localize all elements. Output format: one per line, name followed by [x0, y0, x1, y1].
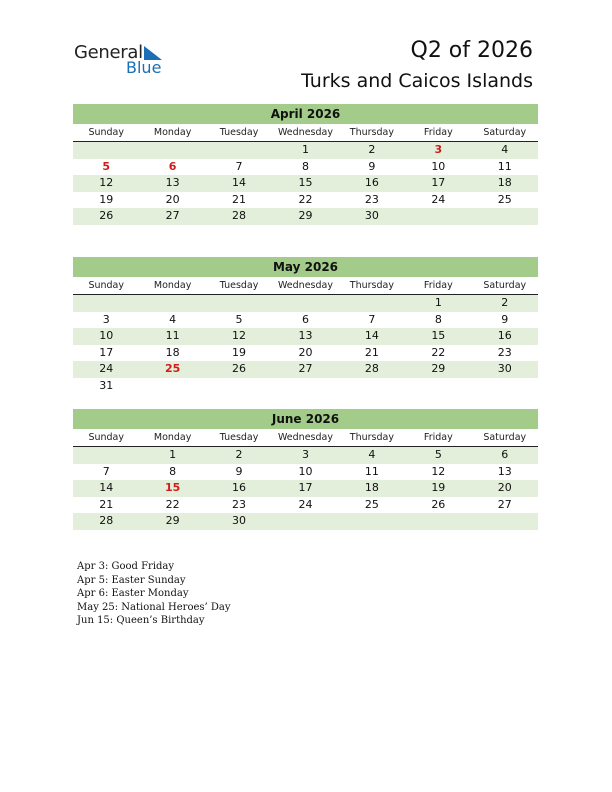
weekday-label: Tuesday — [219, 432, 259, 443]
day-cell: 13 — [298, 329, 313, 343]
day-cell: 16 — [364, 176, 379, 190]
day-cell: 11 — [364, 464, 379, 478]
day-cell: 9 — [501, 312, 509, 326]
day-cell — [73, 295, 139, 312]
logo-general-text: General — [74, 42, 143, 63]
day-cell: 3 — [434, 143, 443, 156]
weekday-label: Thursday — [349, 432, 394, 443]
logo-blue-text: Blue — [126, 58, 162, 77]
week-row — [73, 192, 538, 209]
day-cell: 8 — [301, 159, 309, 173]
month-april — [73, 104, 538, 225]
weekday-label: Thursday — [349, 127, 394, 138]
weekday-row — [73, 124, 538, 142]
day-cell — [405, 513, 471, 530]
logo — [74, 42, 174, 82]
day-cell: 7 — [102, 464, 110, 478]
day-cell: 2 — [235, 448, 243, 461]
holiday-item: Apr 3: Good Friday — [77, 561, 175, 572]
week-row — [73, 464, 538, 481]
day-cell: 25 — [164, 362, 181, 376]
week-row — [73, 312, 538, 329]
week-row — [73, 361, 538, 378]
day-cell — [472, 513, 538, 530]
day-cell: 11 — [497, 159, 512, 173]
month-weeks — [73, 142, 538, 225]
day-cell: 19 — [431, 481, 446, 495]
day-cell: 12 — [99, 176, 114, 190]
day-cell: 22 — [431, 345, 446, 359]
day-cell: 6 — [301, 312, 309, 326]
week-row — [73, 447, 538, 464]
day-cell: 26 — [431, 497, 446, 511]
day-cell: 25 — [364, 497, 379, 511]
holiday-list — [77, 560, 231, 628]
day-cell: 29 — [298, 209, 313, 223]
day-cell: 21 — [232, 192, 247, 206]
day-cell: 4 — [169, 312, 177, 326]
day-cell: 15 — [164, 481, 181, 495]
week-row — [73, 295, 538, 312]
day-cell: 28 — [364, 362, 379, 376]
day-cell: 20 — [165, 192, 180, 206]
day-cell: 20 — [298, 345, 313, 359]
day-cell: 30 — [232, 514, 247, 528]
day-cell: 3 — [301, 448, 309, 461]
month-header: April 2026 — [73, 104, 538, 124]
day-cell: 27 — [298, 362, 313, 376]
day-cell: 8 — [434, 312, 442, 326]
day-cell: 21 — [364, 345, 379, 359]
weekday-label: Wednesday — [277, 280, 333, 291]
day-cell: 25 — [497, 192, 512, 206]
day-cell — [272, 378, 338, 395]
day-cell — [472, 378, 538, 395]
holiday-item: Apr 5: Easter Sunday — [77, 574, 186, 586]
day-cell: 24 — [298, 497, 313, 511]
weekday-label: Sunday — [88, 432, 124, 443]
weekday-label: Thursday — [349, 280, 394, 291]
day-cell: 17 — [99, 345, 114, 359]
page-subtitle: Turks and Caicos Islands — [301, 70, 533, 92]
day-cell — [272, 513, 338, 530]
weekday-label: Sunday — [88, 127, 124, 138]
day-cell: 27 — [165, 209, 180, 223]
day-cell: 1 — [434, 296, 442, 309]
weekday-row — [73, 277, 538, 295]
weekday-label: Saturday — [483, 432, 527, 443]
day-cell: 22 — [298, 192, 313, 206]
weekday-label: Friday — [423, 280, 453, 291]
day-cell: 28 — [232, 209, 247, 223]
day-cell: 22 — [165, 497, 180, 511]
day-cell: 10 — [99, 329, 114, 343]
weekday-label: Tuesday — [219, 127, 259, 138]
day-cell: 15 — [431, 329, 446, 343]
day-cell: 16 — [232, 481, 247, 495]
day-cell: 18 — [165, 345, 180, 359]
day-cell: 27 — [497, 497, 512, 511]
day-cell: 26 — [232, 362, 247, 376]
day-cell: 9 — [368, 159, 376, 173]
day-cell: 12 — [232, 329, 247, 343]
month-header: May 2026 — [73, 257, 538, 277]
day-cell — [139, 295, 205, 312]
day-cell: 12 — [431, 464, 446, 478]
weekday-label: Friday — [423, 127, 453, 138]
day-cell: 1 — [169, 448, 177, 461]
day-cell: 13 — [497, 464, 512, 478]
day-cell: 18 — [497, 176, 512, 190]
week-row — [73, 175, 538, 192]
day-cell: 5 — [235, 312, 243, 326]
week-row — [73, 378, 538, 395]
day-cell — [339, 378, 405, 395]
month-may — [73, 257, 538, 395]
week-row — [73, 328, 538, 345]
weekday-label: Wednesday — [277, 432, 333, 443]
day-cell: 14 — [232, 176, 247, 190]
day-cell: 17 — [298, 481, 313, 495]
weekday-label: Saturday — [483, 127, 527, 138]
day-cell: 4 — [368, 448, 376, 461]
day-cell: 6 — [168, 159, 177, 173]
day-cell: 30 — [497, 362, 512, 376]
day-cell: 18 — [364, 481, 379, 495]
day-cell: 14 — [364, 329, 379, 343]
day-cell: 26 — [99, 209, 114, 223]
day-cell: 5 — [102, 159, 111, 173]
day-cell: 24 — [431, 192, 446, 206]
day-cell: 19 — [99, 192, 114, 206]
day-cell: 31 — [99, 378, 114, 392]
day-cell — [206, 142, 272, 159]
week-row — [73, 345, 538, 362]
day-cell — [139, 142, 205, 159]
day-cell: 10 — [298, 464, 313, 478]
day-cell: 6 — [501, 448, 509, 461]
day-cell: 21 — [99, 497, 114, 511]
week-row — [73, 480, 538, 497]
day-cell: 11 — [165, 329, 180, 343]
day-cell: 7 — [235, 159, 243, 173]
day-cell: 8 — [169, 464, 177, 478]
holiday-item: Apr 6: Easter Monday — [77, 588, 189, 600]
day-cell: 14 — [99, 481, 114, 495]
month-weeks — [73, 447, 538, 530]
weekday-label: Monday — [153, 432, 192, 443]
holiday-item: Jun 15: Queen’s Birthday — [77, 615, 205, 627]
weekday-label: Sunday — [88, 280, 124, 291]
day-cell: 10 — [431, 159, 446, 173]
weekday-label: Monday — [153, 280, 192, 291]
day-cell: 29 — [165, 514, 180, 528]
month-weeks — [73, 295, 538, 395]
week-row — [73, 159, 538, 176]
day-cell — [206, 378, 272, 395]
day-cell — [206, 295, 272, 312]
holiday-item: May 25: National Heroes’ Day — [77, 601, 231, 613]
day-cell: 28 — [99, 514, 114, 528]
day-cell: 2 — [501, 296, 509, 309]
week-row — [73, 208, 538, 225]
day-cell — [73, 142, 139, 159]
month-header: June 2026 — [73, 409, 538, 429]
day-cell: 19 — [232, 345, 247, 359]
day-cell — [472, 208, 538, 225]
day-cell: 29 — [431, 362, 446, 376]
day-cell: 1 — [301, 143, 309, 156]
week-row — [73, 497, 538, 514]
weekday-label: Wednesday — [277, 127, 333, 138]
weekday-label: Tuesday — [219, 280, 259, 291]
weekday-row — [73, 429, 538, 447]
day-cell: 30 — [364, 209, 379, 223]
day-cell: 16 — [497, 329, 512, 343]
weekday-label: Monday — [153, 127, 192, 138]
day-cell: 13 — [165, 176, 180, 190]
day-cell: 7 — [368, 312, 376, 326]
weekday-label: Friday — [423, 432, 453, 443]
day-cell: 23 — [232, 497, 247, 511]
week-row — [73, 142, 538, 159]
month-june — [73, 409, 538, 530]
day-cell: 4 — [501, 143, 509, 156]
day-cell: 15 — [298, 176, 313, 190]
week-row — [73, 513, 538, 530]
day-cell: 2 — [368, 143, 376, 156]
day-cell: 17 — [431, 176, 446, 190]
day-cell — [339, 295, 405, 312]
day-cell: 23 — [497, 345, 512, 359]
day-cell — [139, 378, 205, 395]
day-cell — [272, 295, 338, 312]
day-cell: 20 — [497, 481, 512, 495]
day-cell: 24 — [99, 362, 114, 376]
day-cell: 5 — [434, 448, 442, 461]
day-cell — [73, 447, 139, 464]
day-cell — [405, 378, 471, 395]
day-cell: 23 — [364, 192, 379, 206]
page-title: Q2 of 2026 — [410, 38, 533, 63]
day-cell — [405, 208, 471, 225]
day-cell — [339, 513, 405, 530]
weekday-label: Saturday — [483, 280, 527, 291]
day-cell: 9 — [235, 464, 243, 478]
day-cell: 3 — [102, 312, 110, 326]
